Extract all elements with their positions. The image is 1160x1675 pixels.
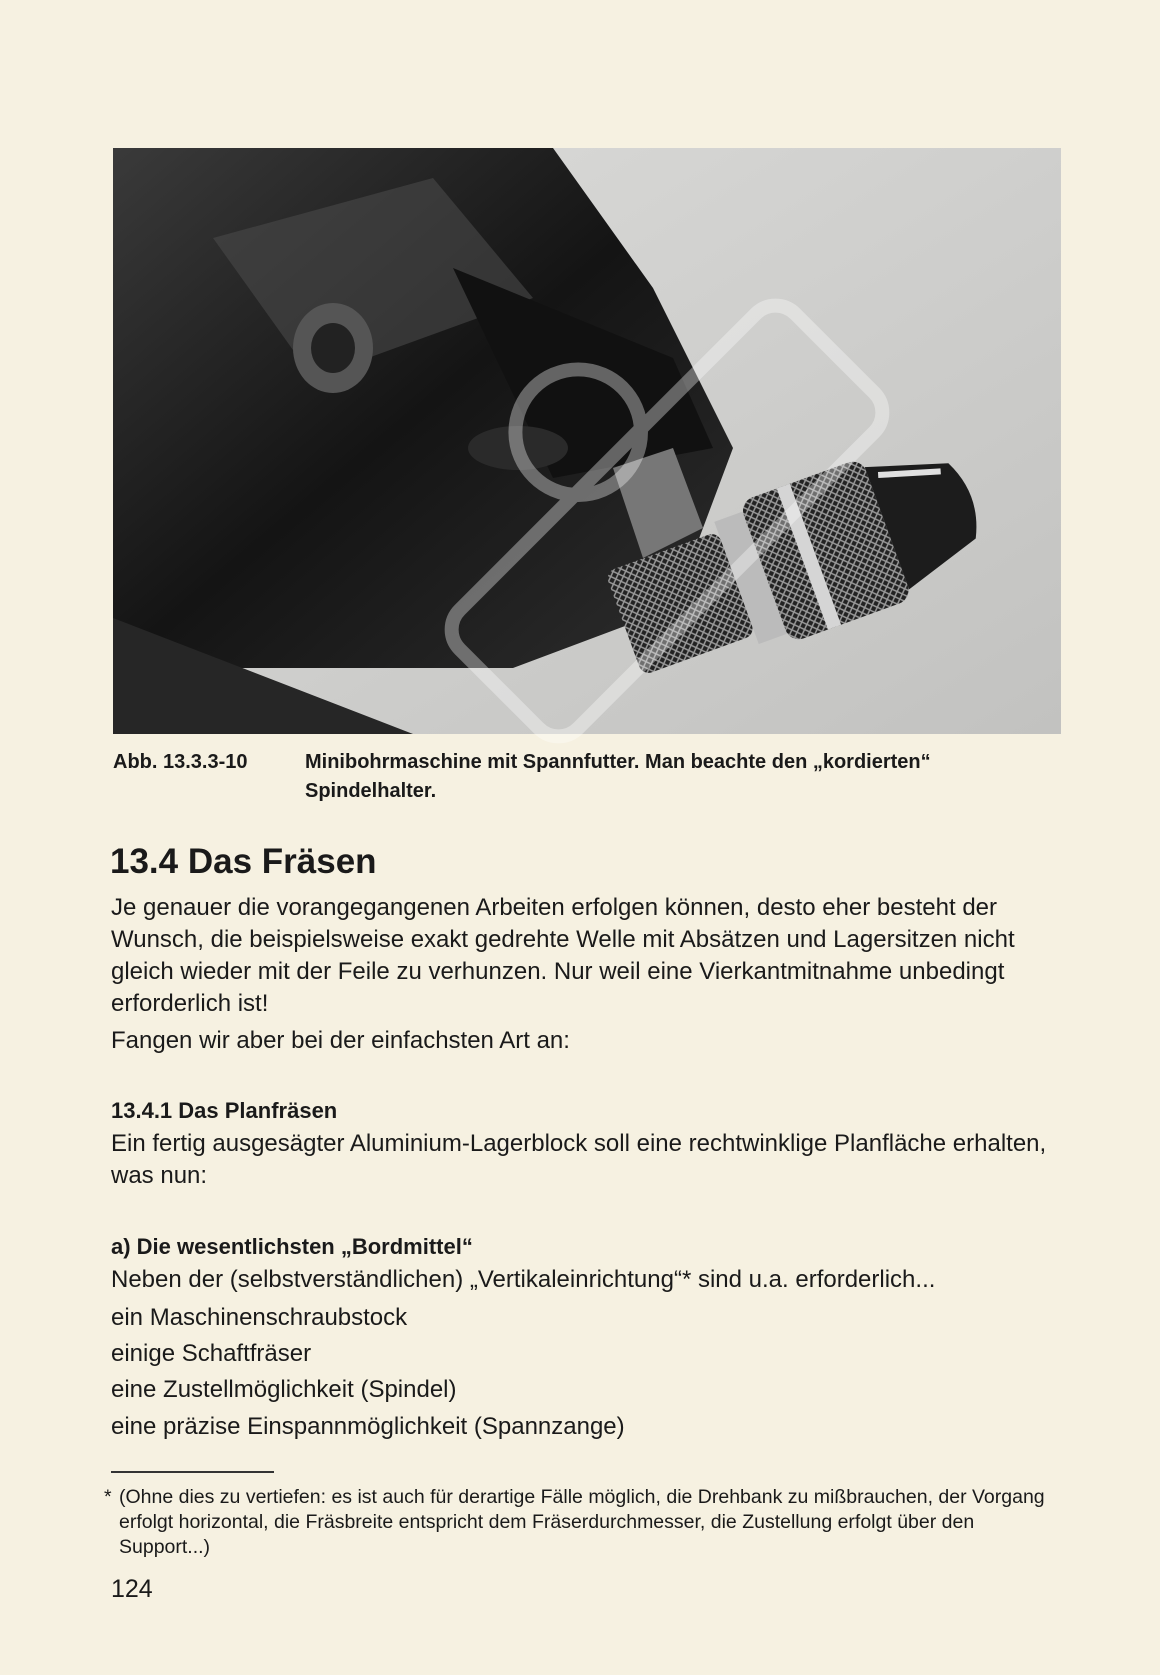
list-item: eine Zustellmöglichkeit (Spindel) [111,1376,457,1403]
requirements-intro: Neben der (selbstverständlichen) „Vertikaleinrichtung“* sind u.a. erforderlich... [111,1266,936,1293]
section-intro: Je genauer die vorangegangenen Arbeiten erfolgen können, desto eher besteht der Wunsch, die beispielsweise exakt gedrehte Welle mit Absätzen und Lagersitzen nicht gleich wieder mit der Feile zu verhunzen. Nur weil eine Vierkantmitnahme unbedingt erforderlich ist! [111,894,1015,1017]
footnote-divider [111,1471,274,1473]
subsection-heading: 13.4.1 Das Planfräsen [111,1098,338,1123]
list-item: einige Schaftfräser [111,1340,312,1367]
figure-caption-text: Minibohrmaschine mit Spannfutter. Man beachte den „kordierten“ Spindelhalter. [305,751,931,802]
drill-photo [113,148,1061,734]
footnote-marker: * [104,1486,112,1508]
footnote-text: (Ohne dies zu vertiefen: es ist auch für derartige Fälle möglich, die Drehbank zu mißbrauchen, der Vorgang erfolgt horizontal, die Fräsbreite entspricht dem Fräserdurchmesser, die Zustellung erfolgt über den Support...) [119,1486,1045,1558]
watermark-stamp [193,228,1141,814]
page-number: 124 [111,1575,153,1603]
subsection-text: Ein fertig ausgesägter Aluminium-Lagerblock soll eine rechtwinklige Planfläche erhalten, was nun: [111,1130,1047,1189]
list-item: eine präzise Einspannmöglichkeit (Spannzange) [111,1413,625,1440]
section-lead: Fangen wir aber bei der einfachsten Art an: [111,1027,570,1054]
figure-label: Abb. 13.3.3-10 [113,751,248,773]
list-item: ein Maschinenschraubstock [111,1304,408,1331]
subsubsection-heading: a) Die wesentlichsten „Bordmittel“ [111,1234,473,1259]
section-heading: 13.4 Das Fräsen [110,842,377,881]
